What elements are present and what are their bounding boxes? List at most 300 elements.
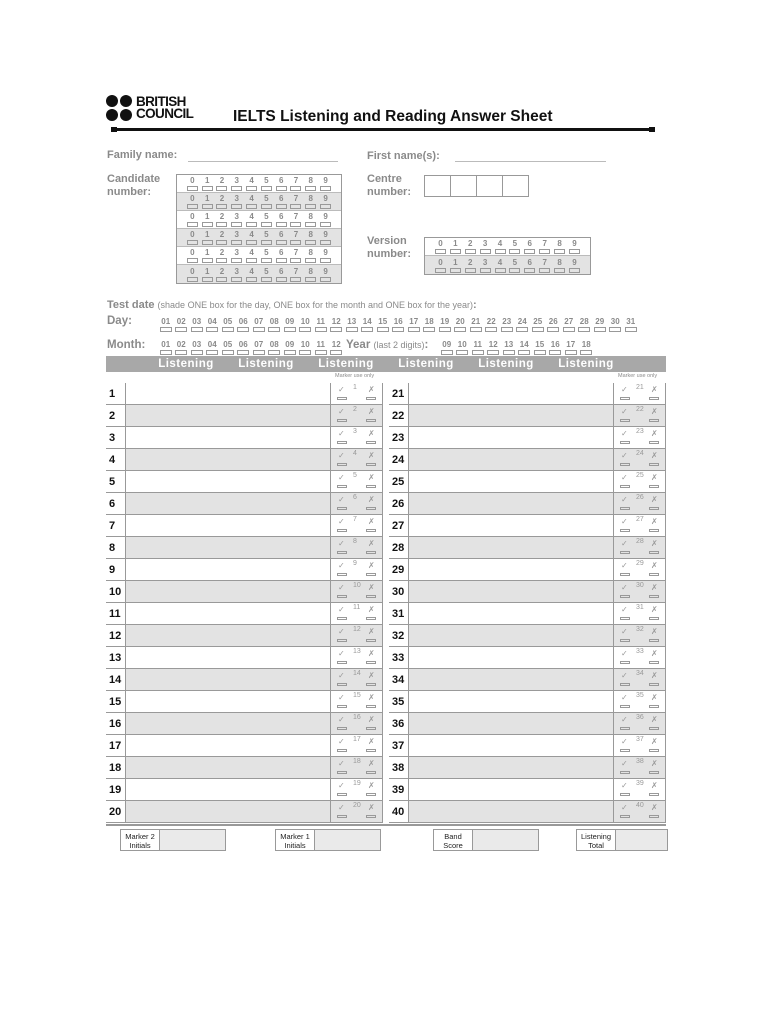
answer-field[interactable] — [408, 603, 613, 625]
answer-field[interactable] — [125, 603, 330, 625]
year-option[interactable]: 11 — [470, 340, 486, 355]
answer-field[interactable] — [125, 559, 330, 581]
day-option[interactable]: 13 — [344, 317, 360, 332]
month-option[interactable]: 11 — [313, 340, 329, 355]
incorrect-mark-box[interactable] — [366, 551, 376, 554]
day-option[interactable]: 05 — [220, 317, 236, 332]
marker-box[interactable] — [613, 383, 666, 405]
candidate-digit-option[interactable]: 4 — [246, 176, 258, 191]
version-digit-option[interactable]: 6 — [524, 239, 536, 254]
correct-mark-box[interactable] — [620, 507, 630, 510]
candidate-digit-option[interactable]: 0 — [186, 267, 198, 282]
day-option[interactable]: 17 — [406, 317, 422, 332]
candidate-digit-option[interactable]: 3 — [231, 176, 243, 191]
candidate-digit-option[interactable]: 2 — [216, 194, 228, 209]
candidate-digit-option[interactable]: 2 — [216, 230, 228, 245]
marker-box[interactable] — [330, 515, 383, 537]
answer-field[interactable] — [125, 691, 330, 713]
incorrect-mark-box[interactable] — [649, 683, 659, 686]
day-option[interactable]: 21 — [468, 317, 484, 332]
answer-field[interactable] — [408, 669, 613, 691]
correct-mark-box[interactable] — [620, 463, 630, 466]
band-score-field[interactable] — [473, 829, 539, 851]
answer-field[interactable] — [408, 515, 613, 537]
correct-mark-box[interactable] — [337, 705, 347, 708]
day-option[interactable]: 18 — [422, 317, 438, 332]
correct-mark-box[interactable] — [620, 639, 630, 642]
month-option[interactable]: 08 — [267, 340, 283, 355]
marker-box[interactable] — [330, 559, 383, 581]
marker-box[interactable] — [613, 427, 666, 449]
version-digit-option[interactable]: 8 — [554, 239, 566, 254]
answer-field[interactable] — [125, 515, 330, 537]
centre-number-boxes[interactable] — [424, 175, 528, 197]
answer-field[interactable] — [125, 493, 330, 515]
listening-total-field[interactable] — [616, 829, 668, 851]
candidate-digit-option[interactable]: 5 — [260, 267, 272, 282]
incorrect-mark-box[interactable] — [366, 397, 376, 400]
incorrect-mark-box[interactable] — [649, 485, 659, 488]
correct-mark-box[interactable] — [620, 397, 630, 400]
answer-field[interactable] — [408, 735, 613, 757]
day-option[interactable]: 20 — [453, 317, 469, 332]
correct-mark-box[interactable] — [620, 441, 630, 444]
answer-field[interactable] — [408, 471, 613, 493]
day-option[interactable]: 24 — [515, 317, 531, 332]
marker-box[interactable] — [330, 449, 383, 471]
incorrect-mark-box[interactable] — [649, 419, 659, 422]
answer-field[interactable] — [125, 449, 330, 471]
day-option[interactable]: 25 — [530, 317, 546, 332]
marker-box[interactable] — [330, 713, 383, 735]
answer-field[interactable] — [125, 647, 330, 669]
correct-mark-box[interactable] — [337, 573, 347, 576]
day-option[interactable]: 16 — [391, 317, 407, 332]
incorrect-mark-box[interactable] — [649, 749, 659, 752]
candidate-digit-option[interactable]: 3 — [231, 267, 243, 282]
incorrect-mark-box[interactable] — [649, 529, 659, 532]
answer-field[interactable] — [408, 801, 613, 823]
incorrect-mark-box[interactable] — [366, 639, 376, 642]
year-options[interactable] — [439, 340, 594, 355]
marker-box[interactable] — [613, 537, 666, 559]
candidate-digit-option[interactable]: 4 — [246, 212, 258, 227]
answer-field[interactable] — [408, 581, 613, 603]
answer-field[interactable] — [408, 625, 613, 647]
incorrect-mark-box[interactable] — [649, 573, 659, 576]
candidate-digit-option[interactable]: 9 — [320, 267, 332, 282]
marker-box[interactable] — [613, 559, 666, 581]
year-option[interactable]: 14 — [517, 340, 533, 355]
candidate-digit-option[interactable]: 0 — [186, 248, 198, 263]
incorrect-mark-box[interactable] — [366, 419, 376, 422]
candidate-digit-option[interactable]: 4 — [246, 194, 258, 209]
incorrect-mark-box[interactable] — [366, 749, 376, 752]
day-option[interactable]: 01 — [158, 317, 174, 332]
candidate-number-grid[interactable] — [176, 174, 342, 284]
marker-box[interactable] — [330, 537, 383, 559]
correct-mark-box[interactable] — [620, 419, 630, 422]
candidate-digit-option[interactable]: 1 — [201, 212, 213, 227]
version-digit-option[interactable]: 4 — [494, 239, 506, 254]
candidate-digit-option[interactable]: 6 — [275, 194, 287, 209]
marker-box[interactable] — [613, 449, 666, 471]
candidate-digit-option[interactable]: 0 — [186, 212, 198, 227]
version-digit-option[interactable]: 8 — [554, 258, 566, 273]
marker-box[interactable] — [613, 493, 666, 515]
version-digit-option[interactable]: 7 — [539, 239, 551, 254]
marker-box[interactable] — [330, 405, 383, 427]
candidate-digit-option[interactable]: 4 — [246, 267, 258, 282]
incorrect-mark-box[interactable] — [366, 463, 376, 466]
answer-field[interactable] — [408, 427, 613, 449]
incorrect-mark-box[interactable] — [366, 617, 376, 620]
candidate-digit-option[interactable]: 8 — [305, 230, 317, 245]
day-option[interactable]: 02 — [174, 317, 190, 332]
candidate-digit-option[interactable]: 0 — [186, 230, 198, 245]
candidate-digit-option[interactable]: 7 — [290, 230, 302, 245]
version-digit-option[interactable]: 4 — [494, 258, 506, 273]
marker-box[interactable] — [613, 757, 666, 779]
correct-mark-box[interactable] — [337, 727, 347, 730]
marker-box[interactable] — [330, 581, 383, 603]
day-option[interactable]: 14 — [360, 317, 376, 332]
correct-mark-box[interactable] — [337, 485, 347, 488]
candidate-digit-option[interactable]: 8 — [305, 248, 317, 263]
incorrect-mark-box[interactable] — [366, 441, 376, 444]
marker-box[interactable] — [613, 471, 666, 493]
correct-mark-box[interactable] — [620, 815, 630, 818]
year-option[interactable]: 16 — [548, 340, 564, 355]
correct-mark-box[interactable] — [337, 683, 347, 686]
correct-mark-box[interactable] — [620, 661, 630, 664]
answer-field[interactable] — [408, 779, 613, 801]
candidate-digit-option[interactable]: 8 — [305, 267, 317, 282]
marker-box[interactable] — [613, 735, 666, 757]
candidate-digit-option[interactable]: 6 — [275, 176, 287, 191]
incorrect-mark-box[interactable] — [649, 705, 659, 708]
day-option[interactable]: 19 — [437, 317, 453, 332]
year-option[interactable]: 13 — [501, 340, 517, 355]
correct-mark-box[interactable] — [620, 683, 630, 686]
incorrect-mark-box[interactable] — [649, 639, 659, 642]
marker-box[interactable] — [330, 647, 383, 669]
month-option[interactable]: 07 — [251, 340, 267, 355]
candidate-digit-option[interactable]: 5 — [260, 176, 272, 191]
answer-field[interactable] — [408, 537, 613, 559]
candidate-digit-option[interactable]: 0 — [186, 194, 198, 209]
day-option[interactable]: 22 — [484, 317, 500, 332]
day-option[interactable]: 07 — [251, 317, 267, 332]
marker-box[interactable] — [330, 383, 383, 405]
day-option[interactable]: 28 — [577, 317, 593, 332]
year-option[interactable]: 10 — [455, 340, 471, 355]
incorrect-mark-box[interactable] — [649, 397, 659, 400]
marker2-initials-box[interactable] — [120, 829, 226, 851]
marker-box[interactable] — [330, 427, 383, 449]
month-option[interactable]: 03 — [189, 340, 205, 355]
candidate-digit-option[interactable]: 9 — [320, 230, 332, 245]
candidate-digit-option[interactable]: 7 — [290, 176, 302, 191]
day-option[interactable]: 29 — [592, 317, 608, 332]
marker-box[interactable] — [330, 691, 383, 713]
version-digit-option[interactable]: 5 — [509, 258, 521, 273]
month-option[interactable]: 10 — [298, 340, 314, 355]
incorrect-mark-box[interactable] — [649, 507, 659, 510]
candidate-digit-option[interactable]: 8 — [305, 194, 317, 209]
answer-field[interactable] — [125, 405, 330, 427]
candidate-digit-option[interactable]: 6 — [275, 230, 287, 245]
month-option[interactable]: 01 — [158, 340, 174, 355]
answer-field[interactable] — [408, 691, 613, 713]
correct-mark-box[interactable] — [337, 639, 347, 642]
version-number-grid[interactable] — [424, 237, 591, 275]
answer-field[interactable] — [125, 427, 330, 449]
correct-mark-box[interactable] — [620, 705, 630, 708]
day-option[interactable]: 09 — [282, 317, 298, 332]
incorrect-mark-box[interactable] — [649, 793, 659, 796]
family-name-field[interactable] — [188, 161, 338, 162]
incorrect-mark-box[interactable] — [366, 529, 376, 532]
first-names-field[interactable] — [455, 161, 606, 162]
version-digit-option[interactable]: 3 — [479, 239, 491, 254]
answer-field[interactable] — [408, 493, 613, 515]
correct-mark-box[interactable] — [620, 617, 630, 620]
candidate-digit-option[interactable]: 6 — [275, 212, 287, 227]
correct-mark-box[interactable] — [337, 419, 347, 422]
candidate-digit-option[interactable]: 4 — [246, 230, 258, 245]
answer-field[interactable] — [125, 537, 330, 559]
marker1-initials-field[interactable] — [315, 829, 381, 851]
correct-mark-box[interactable] — [337, 771, 347, 774]
listening-total-box[interactable] — [576, 829, 668, 851]
candidate-digit-option[interactable]: 1 — [201, 176, 213, 191]
incorrect-mark-box[interactable] — [366, 507, 376, 510]
version-digit-option[interactable]: 2 — [464, 239, 476, 254]
answer-field[interactable] — [125, 713, 330, 735]
marker-box[interactable] — [613, 669, 666, 691]
marker-box[interactable] — [613, 647, 666, 669]
candidate-digit-option[interactable]: 1 — [201, 194, 213, 209]
correct-mark-box[interactable] — [337, 441, 347, 444]
marker-box[interactable] — [330, 669, 383, 691]
marker-box[interactable] — [330, 625, 383, 647]
answer-field[interactable] — [408, 405, 613, 427]
marker-box[interactable] — [330, 779, 383, 801]
candidate-digit-option[interactable]: 7 — [290, 267, 302, 282]
candidate-digit-option[interactable]: 6 — [275, 248, 287, 263]
marker2-initials-field[interactable] — [160, 829, 226, 851]
answer-field[interactable] — [408, 559, 613, 581]
incorrect-mark-box[interactable] — [366, 727, 376, 730]
incorrect-mark-box[interactable] — [649, 771, 659, 774]
marker-box[interactable] — [613, 691, 666, 713]
correct-mark-box[interactable] — [620, 727, 630, 730]
incorrect-mark-box[interactable] — [366, 683, 376, 686]
month-option[interactable]: 12 — [329, 340, 345, 355]
candidate-digit-option[interactable]: 1 — [201, 267, 213, 282]
day-options[interactable] — [158, 317, 639, 332]
correct-mark-box[interactable] — [337, 463, 347, 466]
incorrect-mark-box[interactable] — [366, 573, 376, 576]
day-option[interactable]: 04 — [205, 317, 221, 332]
marker-box[interactable] — [330, 801, 383, 823]
incorrect-mark-box[interactable] — [366, 595, 376, 598]
version-digit-option[interactable]: 0 — [434, 239, 446, 254]
candidate-digit-option[interactable]: 2 — [216, 212, 228, 227]
incorrect-mark-box[interactable] — [366, 705, 376, 708]
answer-field[interactable] — [408, 449, 613, 471]
incorrect-mark-box[interactable] — [366, 771, 376, 774]
candidate-digit-option[interactable]: 7 — [290, 194, 302, 209]
correct-mark-box[interactable] — [620, 551, 630, 554]
candidate-digit-option[interactable]: 2 — [216, 248, 228, 263]
day-option[interactable]: 15 — [375, 317, 391, 332]
month-option[interactable]: 06 — [236, 340, 252, 355]
incorrect-mark-box[interactable] — [366, 485, 376, 488]
month-option[interactable]: 05 — [220, 340, 236, 355]
marker-box[interactable] — [330, 603, 383, 625]
version-digit-option[interactable]: 5 — [509, 239, 521, 254]
marker-box[interactable] — [613, 779, 666, 801]
version-digit-option[interactable]: 3 — [479, 258, 491, 273]
incorrect-mark-box[interactable] — [649, 441, 659, 444]
correct-mark-box[interactable] — [620, 573, 630, 576]
answer-field[interactable] — [408, 757, 613, 779]
correct-mark-box[interactable] — [337, 793, 347, 796]
candidate-digit-option[interactable]: 5 — [260, 248, 272, 263]
incorrect-mark-box[interactable] — [649, 463, 659, 466]
incorrect-mark-box[interactable] — [649, 595, 659, 598]
answer-field[interactable] — [125, 801, 330, 823]
marker-box[interactable] — [613, 603, 666, 625]
candidate-digit-option[interactable]: 7 — [290, 212, 302, 227]
correct-mark-box[interactable] — [337, 617, 347, 620]
marker-box[interactable] — [613, 713, 666, 735]
answer-field[interactable] — [125, 581, 330, 603]
candidate-digit-option[interactable]: 2 — [216, 176, 228, 191]
day-option[interactable]: 12 — [329, 317, 345, 332]
answer-field[interactable] — [125, 757, 330, 779]
incorrect-mark-box[interactable] — [366, 793, 376, 796]
month-option[interactable]: 04 — [205, 340, 221, 355]
correct-mark-box[interactable] — [337, 529, 347, 532]
answer-field[interactable] — [125, 669, 330, 691]
candidate-digit-option[interactable]: 0 — [186, 176, 198, 191]
marker-box[interactable] — [613, 801, 666, 823]
candidate-digit-option[interactable]: 4 — [246, 248, 258, 263]
day-option[interactable]: 27 — [561, 317, 577, 332]
answer-field[interactable] — [125, 735, 330, 757]
candidate-digit-option[interactable]: 9 — [320, 212, 332, 227]
answer-field[interactable] — [125, 383, 330, 405]
answer-field[interactable] — [408, 383, 613, 405]
candidate-digit-option[interactable]: 9 — [320, 248, 332, 263]
day-option[interactable]: 03 — [189, 317, 205, 332]
candidate-digit-option[interactable]: 5 — [260, 194, 272, 209]
year-option[interactable]: 18 — [579, 340, 595, 355]
candidate-digit-option[interactable]: 6 — [275, 267, 287, 282]
candidate-digit-option[interactable]: 5 — [260, 212, 272, 227]
correct-mark-box[interactable] — [620, 771, 630, 774]
version-digit-option[interactable]: 1 — [449, 239, 461, 254]
incorrect-mark-box[interactable] — [649, 727, 659, 730]
candidate-digit-option[interactable]: 5 — [260, 230, 272, 245]
correct-mark-box[interactable] — [620, 529, 630, 532]
correct-mark-box[interactable] — [337, 507, 347, 510]
answer-field[interactable] — [408, 647, 613, 669]
incorrect-mark-box[interactable] — [366, 815, 376, 818]
candidate-digit-option[interactable]: 9 — [320, 194, 332, 209]
marker-box[interactable] — [613, 625, 666, 647]
year-option[interactable]: 17 — [563, 340, 579, 355]
version-digit-option[interactable]: 0 — [434, 258, 446, 273]
candidate-digit-option[interactable]: 1 — [201, 230, 213, 245]
marker-box[interactable] — [330, 757, 383, 779]
candidate-digit-option[interactable]: 3 — [231, 230, 243, 245]
marker-box[interactable] — [613, 581, 666, 603]
candidate-digit-option[interactable]: 9 — [320, 176, 332, 191]
correct-mark-box[interactable] — [337, 595, 347, 598]
day-option[interactable]: 10 — [298, 317, 314, 332]
month-option[interactable]: 09 — [282, 340, 298, 355]
incorrect-mark-box[interactable] — [649, 815, 659, 818]
version-digit-option[interactable]: 1 — [449, 258, 461, 273]
year-option[interactable]: 12 — [486, 340, 502, 355]
band-score-box[interactable] — [433, 829, 539, 851]
marker-box[interactable] — [613, 405, 666, 427]
correct-mark-box[interactable] — [337, 815, 347, 818]
candidate-digit-option[interactable]: 3 — [231, 248, 243, 263]
candidate-digit-option[interactable]: 8 — [305, 212, 317, 227]
year-option[interactable]: 09 — [439, 340, 455, 355]
incorrect-mark-box[interactable] — [649, 661, 659, 664]
correct-mark-box[interactable] — [620, 485, 630, 488]
marker-box[interactable] — [330, 493, 383, 515]
answer-field[interactable] — [125, 779, 330, 801]
answer-field[interactable] — [125, 471, 330, 493]
version-digit-option[interactable]: 9 — [568, 258, 580, 273]
day-option[interactable]: 11 — [313, 317, 329, 332]
candidate-digit-option[interactable]: 8 — [305, 176, 317, 191]
marker1-initials-box[interactable] — [275, 829, 381, 851]
candidate-digit-option[interactable]: 3 — [231, 212, 243, 227]
marker-box[interactable] — [330, 471, 383, 493]
version-digit-option[interactable]: 2 — [464, 258, 476, 273]
candidate-digit-option[interactable]: 7 — [290, 248, 302, 263]
marker-box[interactable] — [330, 735, 383, 757]
month-options[interactable] — [158, 340, 344, 355]
incorrect-mark-box[interactable] — [366, 661, 376, 664]
day-option[interactable]: 08 — [267, 317, 283, 332]
correct-mark-box[interactable] — [337, 661, 347, 664]
correct-mark-box[interactable] — [337, 397, 347, 400]
incorrect-mark-box[interactable] — [649, 551, 659, 554]
correct-mark-box[interactable] — [337, 749, 347, 752]
year-option[interactable]: 15 — [532, 340, 548, 355]
candidate-digit-option[interactable]: 1 — [201, 248, 213, 263]
version-digit-option[interactable]: 9 — [568, 239, 580, 254]
correct-mark-box[interactable] — [620, 595, 630, 598]
day-option[interactable]: 23 — [499, 317, 515, 332]
version-digit-option[interactable]: 7 — [539, 258, 551, 273]
answer-field[interactable] — [125, 625, 330, 647]
version-digit-option[interactable]: 6 — [524, 258, 536, 273]
day-option[interactable]: 06 — [236, 317, 252, 332]
day-option[interactable]: 30 — [608, 317, 624, 332]
day-option[interactable]: 26 — [546, 317, 562, 332]
candidate-digit-option[interactable]: 3 — [231, 194, 243, 209]
